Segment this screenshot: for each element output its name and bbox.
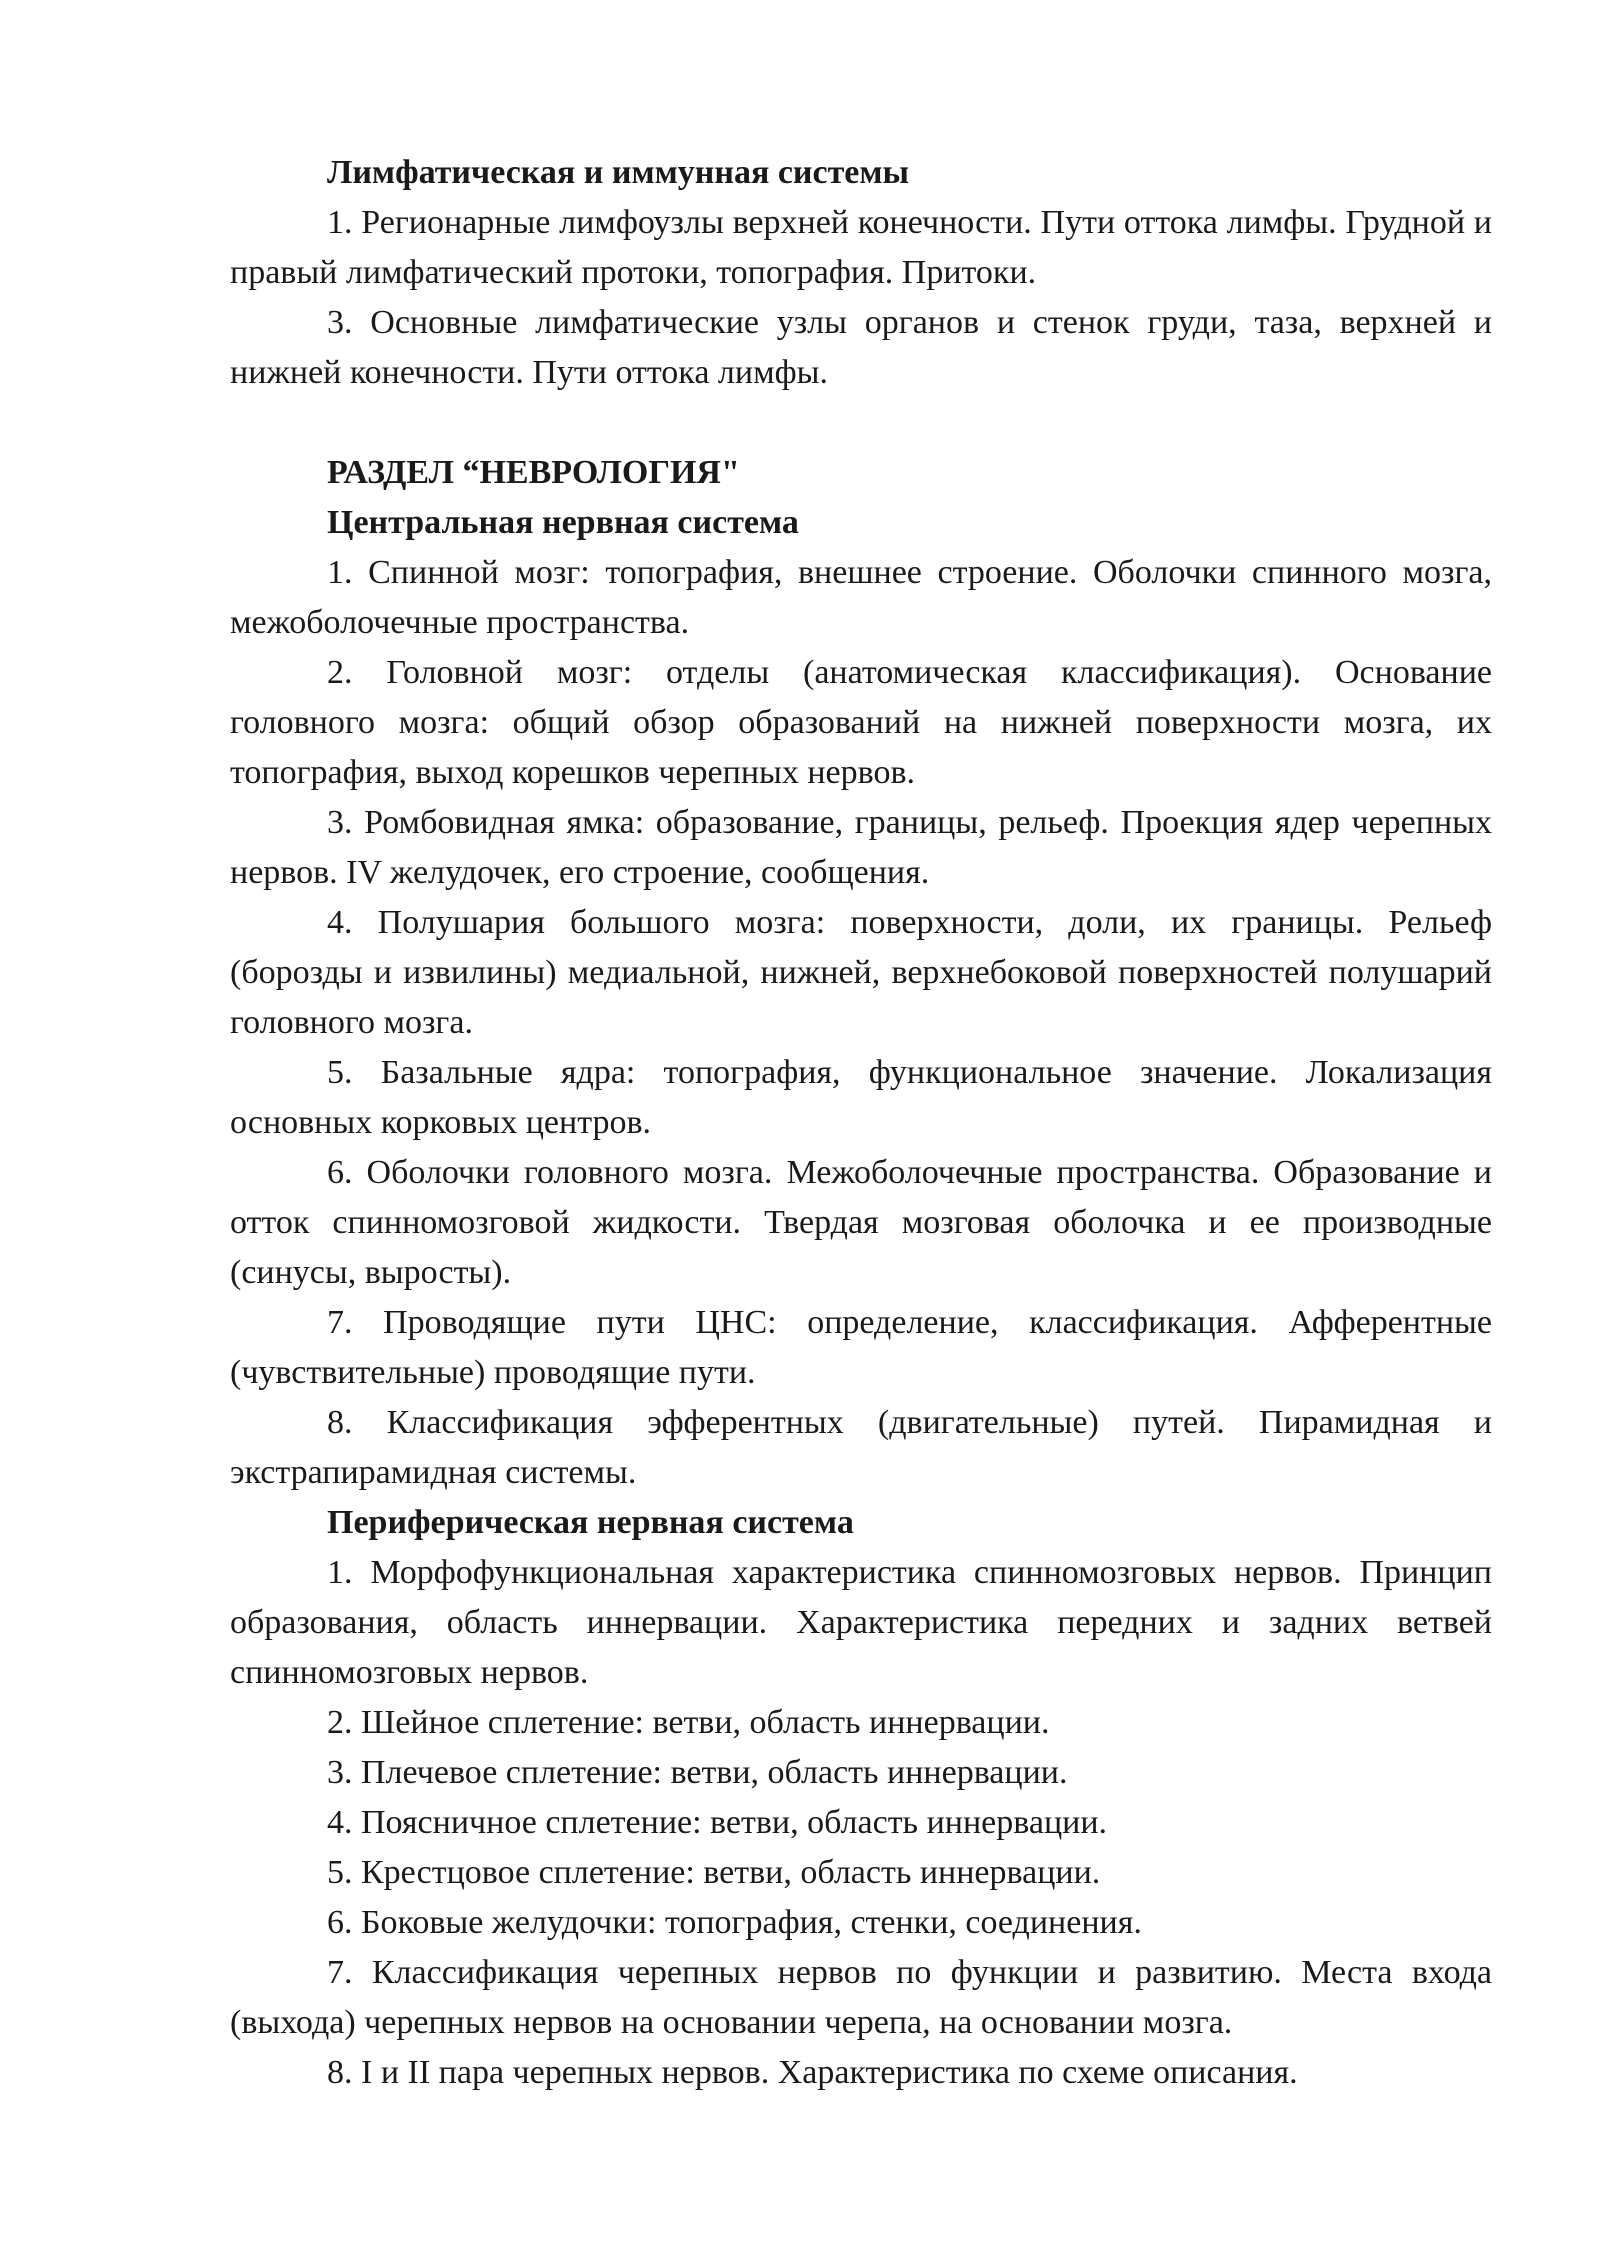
cns-item-7: 7. Проводящие пути ЦНС: определение, классификация. Афферентные (чувствительные) проводящие пути. <box>230 1304 1492 1391</box>
pns-item-8: 8. I и II пара черепных нервов. Характеристика по схеме описания. <box>327 2054 1298 2091</box>
document-body <box>230 148 1492 2098</box>
neuro-section-title: РАЗДЕЛ “НЕВРОЛОГИЯ" <box>327 454 740 491</box>
pns-item-3: 3. Плечевое сплетение: ветви, область иннервации. <box>327 1754 1068 1791</box>
cns-item-8: 8. Классификация эфферентных (двигательные) путей. Пирамидная и экстрапирамидная системы. <box>230 1404 1492 1491</box>
cns-item-2: 2. Головной мозг: отделы (анатомическая классификация). Основание головного мозга: общий обзор образований на нижней поверхности мозга, их топография, выход корешков черепных нервов. <box>230 654 1492 791</box>
cns-item-1: 1. Спинной мозг: топография, внешнее строение. Оболочки спинного мозга, межоболочечные пространства. <box>230 554 1492 641</box>
cns-heading: Центральная нервная система <box>327 504 799 541</box>
cns-item-4: 4. Полушария большого мозга: поверхности, доли, их границы. Рельеф (борозды и извилины) медиальной, нижней, верхнебоковой поверхностей полушарий головного мозга. <box>230 904 1492 1041</box>
cns-item-3: 3. Ромбовидная ямка: образование, границы, рельеф. Проекция ядер черепных нервов. IV желудочек, его строение, сообщения. <box>230 804 1492 891</box>
pns-item-2: 2. Шейное сплетение: ветви, область иннервации. <box>327 1704 1050 1741</box>
cns-item-5: 5. Базальные ядра: топография, функциональное значение. Локализация основных корковых центров. <box>230 1054 1492 1141</box>
pns-heading: Периферическая нервная система <box>327 1504 854 1541</box>
cns-item-6: 6. Оболочки головного мозга. Межоболочечные пространства. Образование и отток спинномозговой жидкости. Твердая мозговая оболочка и ее производные (синусы, выросты). <box>230 1154 1492 1291</box>
lymph-item-2: 3. Основные лимфатические узлы органов и стенок груди, таза, верхней и нижней конечности. Пути оттока лимфы. <box>230 304 1492 391</box>
pns-item-6: 6. Боковые желудочки: топография, стенки, соединения. <box>327 1904 1142 1941</box>
lymph-item-1: 1. Регионарные лимфоузлы верхней конечности. Пути оттока лимфы. Грудной и правый лимфатический протоки, топография. Притоки. <box>230 204 1492 291</box>
lymph-heading: Лимфатическая и иммунная системы <box>327 154 910 191</box>
section-spacer <box>230 398 1492 448</box>
pns-item-5: 5. Крестцовое сплетение: ветви, область иннервации. <box>327 1854 1101 1891</box>
pns-item-1: 1. Морфофункциональная характеристика спинномозговых нервов. Принцип образования, область иннервации. Характеристика передних и задних ветвей спинномозговых нервов. <box>230 1554 1492 1691</box>
pns-item-4: 4. Поясничное сплетение: ветви, область иннервации. <box>327 1804 1108 1841</box>
pns-item-7: 7. Классификация черепных нервов по функции и развитию. Места входа (выхода) черепных нервов на основании черепа, на основании мозга. <box>230 1954 1492 2041</box>
